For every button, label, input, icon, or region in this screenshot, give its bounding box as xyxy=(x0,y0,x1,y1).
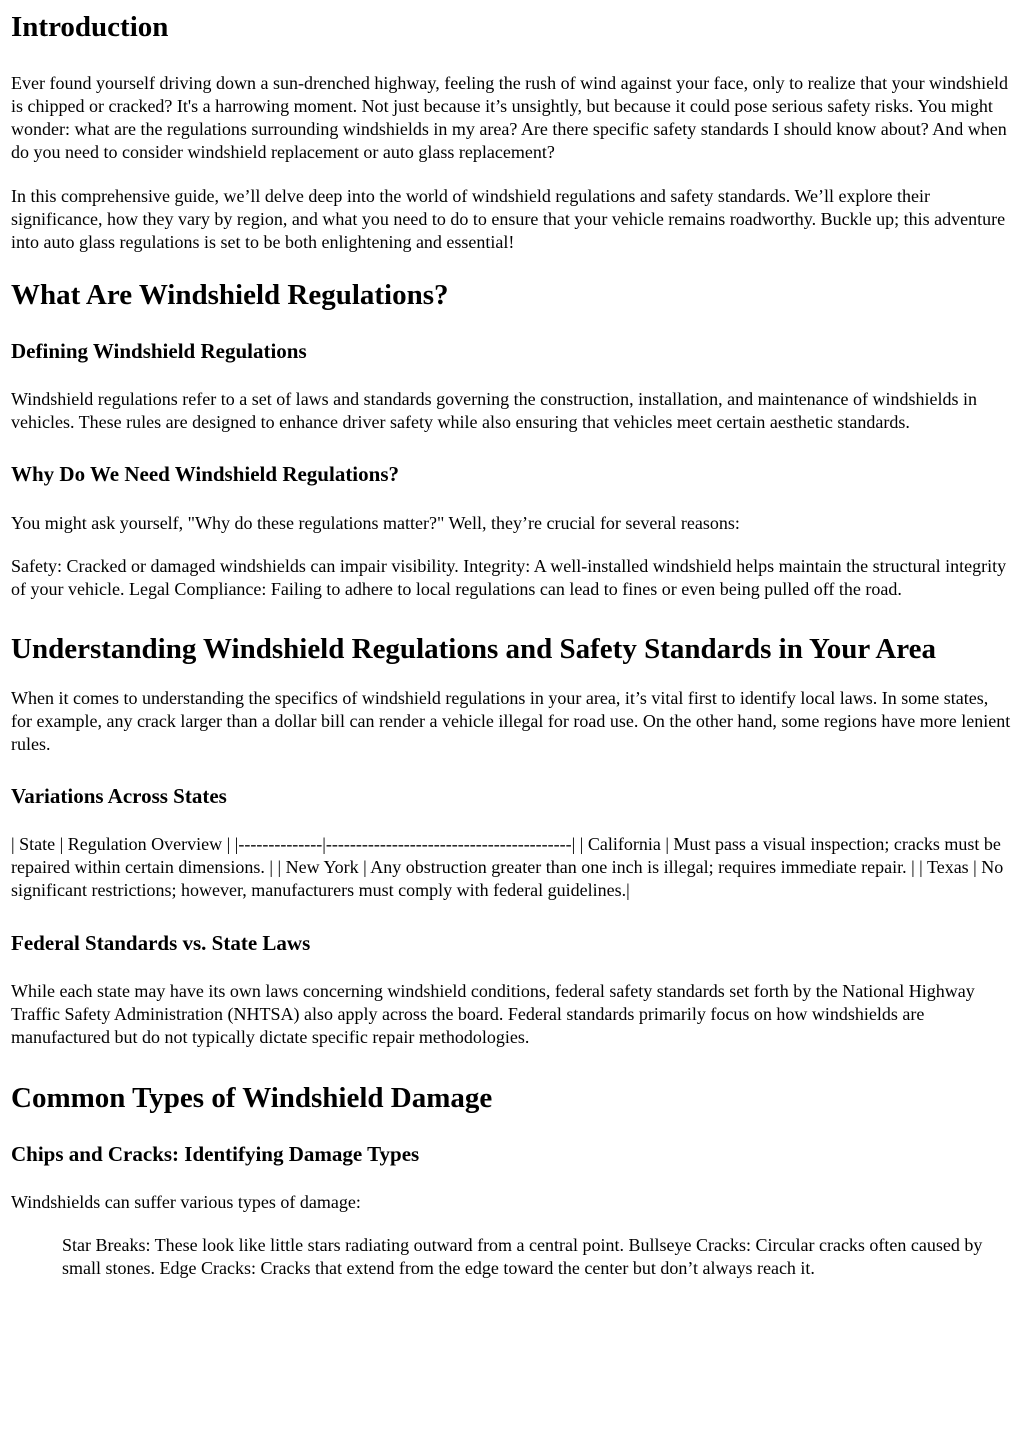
why-need-paragraph-2: Safety: Cracked or damaged windshields can impair visibility. Integrity: A well-installed windshield helps maintain the structural integrity of your vehicle. Legal Compliance: Failing to adhere to local regulations can lead to fines or even being pulled off the road. xyxy=(11,556,1007,599)
understanding-heading: Understanding Windshield Regulations and Safety Standards in Your Area xyxy=(11,633,937,665)
article xyxy=(0,10,1024,1280)
federal-heading: Federal Standards vs. State Laws xyxy=(11,931,311,955)
common-types-heading: Common Types of Windshield Damage xyxy=(11,1082,493,1114)
understanding-paragraph: When it comes to understanding the specifics of windshield regulations in your area, it’s vital first to identify local laws. In some states, for example, any crack larger than a dollar bill can render a vehicle illegal for road use. On the other hand, some regions have more lenient rules. xyxy=(11,688,1011,754)
chips-paragraph: Windshields can suffer various types of damage: xyxy=(11,1192,361,1212)
what-are-heading: What Are Windshield Regulations? xyxy=(11,279,449,311)
variations-heading: Variations Across States xyxy=(11,784,227,808)
why-need-heading: Why Do We Need Windshield Regulations? xyxy=(11,462,399,486)
intro-paragraph-2: In this comprehensive guide, we’ll delve deep into the world of windshield regulations and safety standards. We’ll explore their significance, how they vary by region, and what you need to do to ensure that your vehicle remains roadworthy. Buckle up; this adventure into auto glass regulations is set to be both enlightening and essential! xyxy=(11,186,1006,252)
defining-heading: Defining Windshield Regulations xyxy=(11,339,307,363)
chips-heading: Chips and Cracks: Identifying Damage Types xyxy=(11,1142,420,1166)
federal-paragraph: While each state may have its own laws concerning windshield conditions, federal safety standards set forth by the National Highway Traffic Safety Administration (NHTSA) also apply across the board. Federal standards primarily focus on how windshields are manufactured but do not typically dictate specific repair methodologies. xyxy=(11,981,975,1047)
damage-types-blockquote: Star Breaks: These look like little stars radiating outward from a central point. Bullseye Cracks: Circular cracks often caused by small stones. Edge Cracks: Cracks that extend from the edge toward the center but don’t always reach it. xyxy=(62,1235,983,1278)
defining-paragraph: Windshield regulations refer to a set of laws and standards governing the construction, installation, and maintenance of windshields in vehicles. These rules are designed to enhance driver safety while also ensuring that vehicles meet certain aesthetic standards. xyxy=(11,389,978,432)
intro-heading: Introduction xyxy=(11,11,169,43)
intro-paragraph-1: Ever found yourself driving down a sun-drenched highway, feeling the rush of wind against your face, only to realize that your windshield is chipped or cracked? It's a harrowing moment. Not just because it’s unsightly, but because it could pose serious safety risks. You might wonder: what are the regulations surrounding windshields in my area? Are there specific safety standards I should know about? And when do you need to consider windshield replacement or auto glass replacement? xyxy=(11,73,1009,162)
why-need-paragraph-1: You might ask yourself, "Why do these regulations matter?" Well, they’re crucial for several reasons: xyxy=(11,513,740,533)
variations-table-text: | State | Regulation Overview | |--------------|-----------------------------------------| | California | Must pass a visual inspection; cracks must be repaired within certain dimensions. | | New York | Any obstruction greater than one inch is illegal; requires immediate repair. | | Texas | No significant restrictions; however, manufacturers must comply with federal guidelines.| xyxy=(11,834,1004,900)
